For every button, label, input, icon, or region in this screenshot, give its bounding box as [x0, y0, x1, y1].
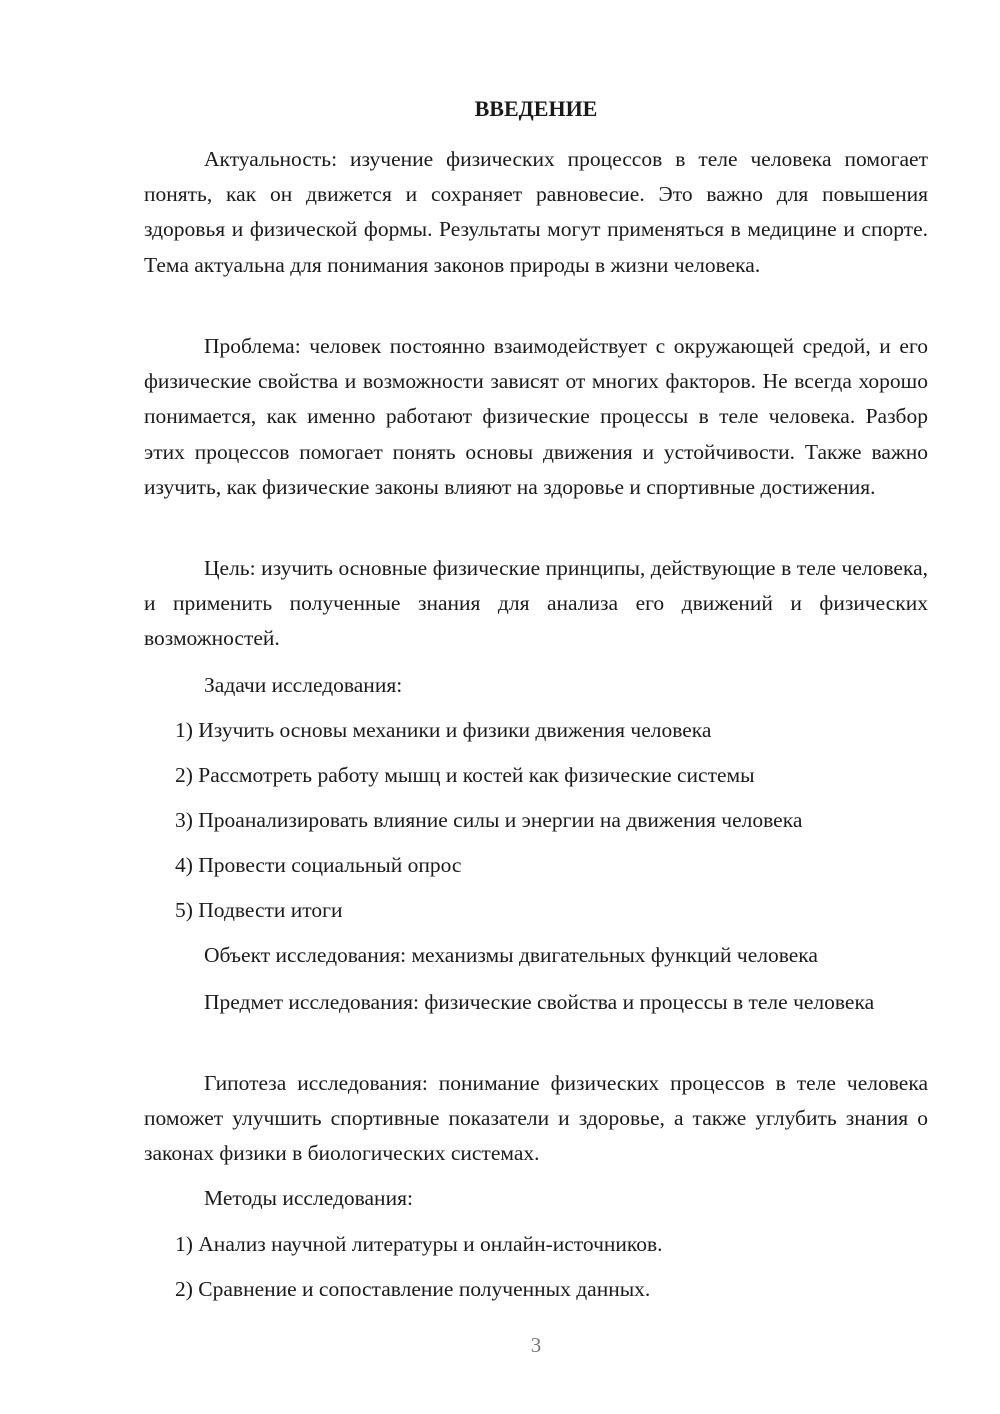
task-item-3: 3) Проанализировать влияние силы и энергии на движения человека	[175, 808, 803, 832]
method-item-1: 1) Анализ научной литературы и онлайн-источников.	[175, 1232, 663, 1256]
subject-paragraph: Предмет исследования: физические свойства и процессы в теле человека	[204, 990, 875, 1014]
hypothesis-paragraph: Гипотеза исследования: понимание физических процессов в теле человека поможет улучшить спортивные показатели и здоровье, а также углубить знания о законах физики в биологических системах.	[144, 1071, 928, 1166]
task-item-1: 1) Изучить основы механики и физики движения человека	[175, 718, 712, 742]
method-item-2: 2) Сравнение и сопоставление полученных данных.	[175, 1277, 651, 1301]
page-number: 3	[530, 1333, 542, 1357]
task-item-4: 4) Провести социальный опрос	[175, 853, 462, 877]
object-paragraph: Объект исследования: механизмы двигательных функций человека	[204, 943, 818, 967]
relevance-paragraph: Актуальность: изучение физических процессов в теле человека помогает понять, как он движется и сохраняет равновесие. Это важно для повышения здоровья и физической формы. Результаты могут применяться в медицине и спорте. Тема актуальна для понимания законов природы в жизни человека.	[144, 147, 928, 277]
methods-heading: Методы исследования:	[204, 1186, 413, 1210]
task-item-2: 2) Рассмотреть работу мышц и костей как физические системы	[175, 763, 755, 787]
problem-paragraph: Проблема: человек постоянно взаимодействует с окружающей средой, и его физические свойства и возможности зависят от многих факторов. Не всегда хорошо понимается, как именно работают физические процессы в теле человека. Разбор этих процессов помогает понять основы движения и устойчивости. Также важно изучить, как физические законы влияют на здоровье и спортивные достижения.	[144, 334, 928, 499]
tasks-heading: Задачи исследования:	[204, 673, 403, 697]
task-item-5: 5) Подвести итоги	[175, 898, 343, 922]
section-title: ВВЕДЕНИЕ	[474, 96, 598, 121]
goal-paragraph: Цель: изучить основные физические принципы, действующие в теле человека, и применить полученные знания для анализа его движений и физических возможностей.	[144, 556, 928, 651]
